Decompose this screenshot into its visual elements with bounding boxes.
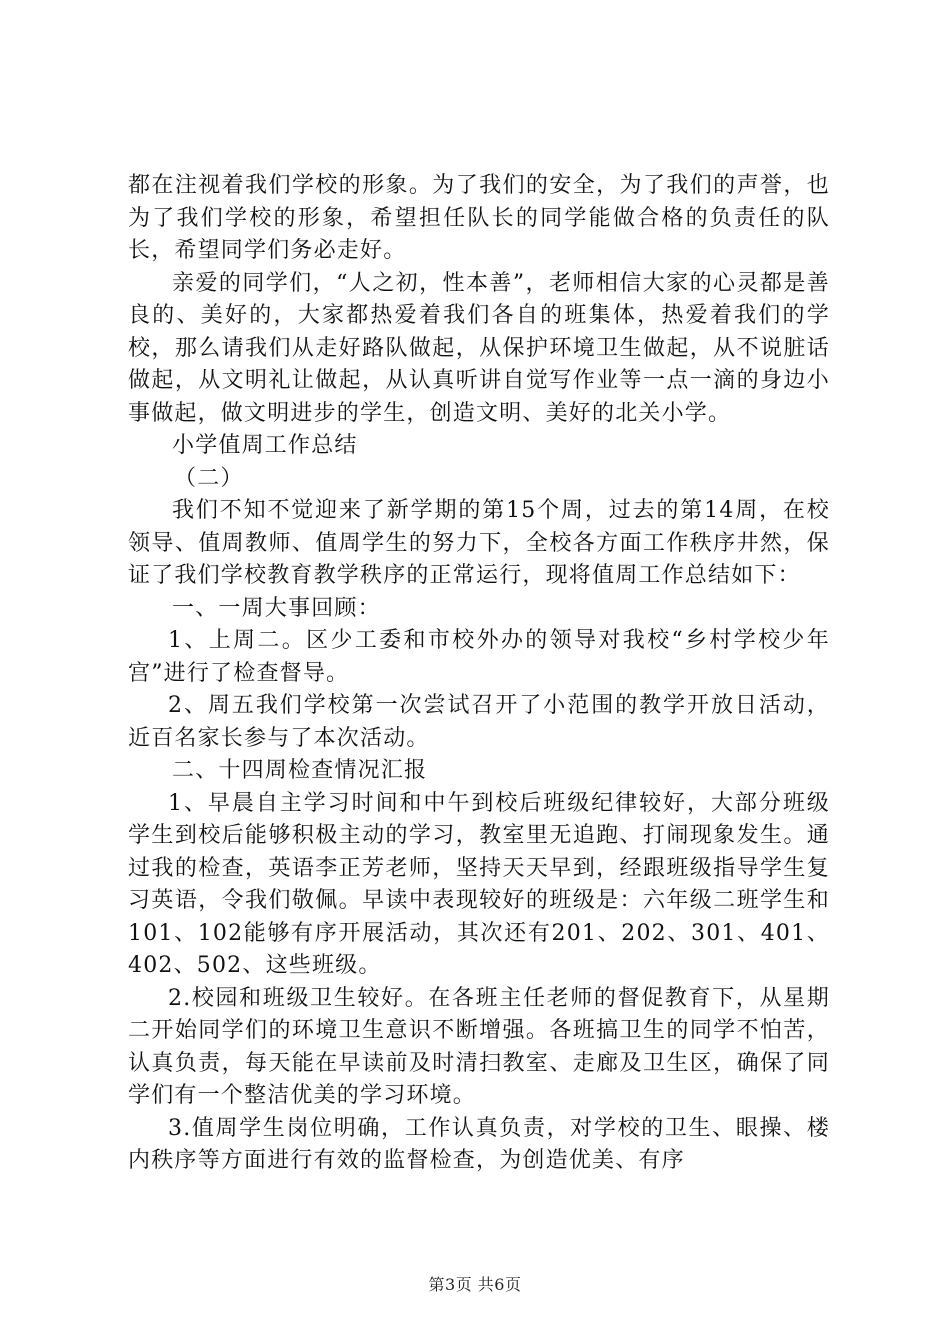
paragraph-appeal: 亲爱的同学们，“人之初，性本善”，老师相信大家的心灵都是善良的、美好的，大家都热爱着我们各自的班集体，热爱着我们的学校，那么请我们从走好路队做起，从保护环境卫生做起，从不说脏话做起，从文明礼让做起，从认真听讲自觉写作业等一点一滴的身边小事做起，做文明进步的学生，创造文明、美好的北关小学。 [128, 270, 830, 426]
paragraph-inspection-1: 1、早晨自主学习时间和中午到校后班级纪律较好，大部分班级学生到校后能够积极主动的学习，教室里无追跑、打闹现象发生。通过我的检查，英语李正芳老师，坚持天天早到，经跟班级指导学生复习英语，令我们敬佩。早读中表现较好的班级是：六年级二班学生和101、102能够有序开展活动，其次还有201、202、301、401、402、502、这些班级。 [128, 790, 830, 978]
paragraph-intro: 我们不知不觉迎来了新学期的第15个周，过去的第14周，在校领导、值周教师、值周学生的努力下，全校各方面工作秩序井然，保证了我们学校教育教学秩序的正常运行，现将值周工作总结如下： [128, 498, 830, 588]
paragraph-inspection-3: 3.值周学生岗位明确，工作认真负责，对学校的卫生、眼操、楼内秩序等方面进行有效的监督检查，为创造优美、有序 [128, 1115, 830, 1173]
paragraph-continuation: 都在注视着我们学校的形象。为了我们的安全，为了我们的声誉，也为了我们学校的形象，希望担任队长的同学能做合格的负责任的队长，希望同学们务必走好。 [128, 173, 830, 263]
paragraph-inspection-2: 2.校园和班级卫生较好。在各班主任老师的督促教育下，从星期二开始同学们的环境卫生意识不断增强。各班搞卫生的同学不怕苦，认真负责，每天能在早读前及时清扫教室、走廊及卫生区，确保了同学们有一个整洁优美的学习环境。 [128, 985, 830, 1108]
heading-weekly-review: 一、一周大事回顾： [172, 595, 381, 621]
section-number: （二） [174, 465, 244, 491]
paragraph-item-1: 1、上周二。区少工委和市校外办的领导对我校“乡村学校少年宫”进行了检查督导。 [128, 628, 830, 686]
document-body [128, 170, 830, 1178]
section-title: 小学值周工作总结 [172, 433, 358, 458]
paragraph-item-2: 2、周五我们学校第一次尝试召开了小范围的教学开放日活动，近百名家长参与了本次活动。 [128, 693, 830, 751]
page-footer: 第3页 共6页 [428, 1275, 522, 1294]
heading-inspection-report: 二、十四周检查情况汇报 [172, 758, 428, 783]
